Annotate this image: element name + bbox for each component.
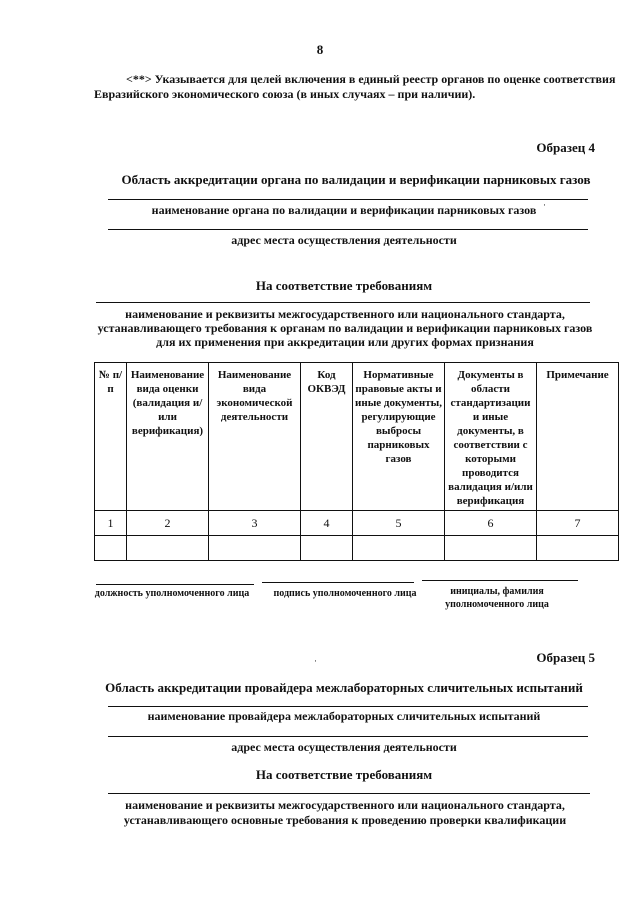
column-number-cell: 2 bbox=[127, 511, 209, 536]
signature-initials-rule bbox=[422, 580, 578, 581]
column-number-cell: 3 bbox=[209, 511, 301, 536]
footnote-line-2: Евразийского экономического союза (в иных случаях – при наличии). bbox=[94, 87, 476, 101]
column-number-cell: 7 bbox=[537, 511, 619, 536]
table-row bbox=[95, 536, 619, 561]
form4-name-caption: наименование органа по валидации и верификации парниковых газов bbox=[151, 203, 537, 217]
col-header-standard-documents: Документы в области стандартизации и иные документы, в соответствии с которыми проводится валидация и/или верификация bbox=[445, 363, 537, 511]
col-header-economic-activity: Наименование вида экономической деятельности bbox=[209, 363, 301, 511]
footnote-line-1: <**> Указывается для целей включения в единый реестр органов по оценке соответствия bbox=[126, 72, 616, 86]
sample-5-label: Образец 5 bbox=[536, 650, 595, 665]
col-header-number: № п/п bbox=[95, 363, 127, 511]
form4-standard-rule bbox=[96, 302, 590, 303]
col-header-okved-code: Код ОКВЭД bbox=[301, 363, 353, 511]
empty-cell bbox=[301, 536, 353, 561]
column-number-cell: 1 bbox=[95, 511, 127, 536]
col-header-regulatory-acts: Нормативные правовые акты и иные документы, регулирующие выбросы парниковых газов bbox=[353, 363, 445, 511]
signature-sign-caption: подпись уполномоченного лица bbox=[273, 588, 417, 599]
form5-address-rule bbox=[108, 736, 588, 737]
empty-cell bbox=[353, 536, 445, 561]
stray-mark: · bbox=[543, 200, 546, 210]
empty-cell bbox=[537, 536, 619, 561]
col-header-note: Примечание bbox=[537, 363, 619, 511]
form5-compliance-heading: На соответствие требованиям bbox=[255, 767, 433, 782]
form5-standard-caption-1: наименование и реквизиты межгосударственного или национального стандарта, bbox=[125, 798, 565, 812]
form4-standard-caption-3: для их применения при аккредитации или других формах признания bbox=[156, 335, 534, 349]
table-header-row bbox=[95, 363, 619, 511]
empty-cell bbox=[209, 536, 301, 561]
signature-initials-caption: инициалы, фамилия уполномоченного лица bbox=[445, 586, 549, 610]
form4-scope-table bbox=[94, 362, 619, 561]
column-number-cell: 4 bbox=[301, 511, 353, 536]
form4-standard-caption-2: устанавливающего требования к органам по валидации и верификации парниковых газов bbox=[97, 321, 593, 335]
signature-position-caption: должность уполномоченного лица bbox=[94, 588, 250, 599]
sample-4-label: Образец 4 bbox=[536, 140, 595, 155]
form4-standard-caption-1: наименование и реквизиты межгосударственного или национального стандарта, bbox=[125, 307, 565, 321]
column-number-cell: 6 bbox=[445, 511, 537, 536]
form4-title: Область аккредитации органа по валидации и верификации парниковых газов bbox=[121, 172, 591, 187]
form4-compliance-heading: На соответствие требованиям bbox=[255, 278, 433, 293]
signature-position-rule bbox=[96, 584, 254, 585]
column-number-cell: 5 bbox=[353, 511, 445, 536]
form4-address-caption: адрес места осуществления деятельности bbox=[231, 233, 457, 247]
form5-name-rule bbox=[108, 706, 588, 707]
empty-cell bbox=[95, 536, 127, 561]
table-row bbox=[95, 511, 619, 536]
empty-cell bbox=[445, 536, 537, 561]
signature-sign-rule bbox=[262, 582, 414, 583]
form5-name-caption: наименование провайдера межлабораторных сличительных испытаний bbox=[147, 709, 541, 723]
form4-address-rule bbox=[108, 229, 588, 230]
form5-address-caption: адрес места осуществления деятельности bbox=[231, 740, 457, 754]
col-header-assessment-type: Наименование вида оценки (валидация и/или верификация) bbox=[127, 363, 209, 511]
page-number: 8 bbox=[316, 42, 324, 57]
form5-standard-rule bbox=[108, 793, 590, 794]
empty-cell bbox=[127, 536, 209, 561]
form5-standard-caption-2: устанавливающего основные требования к проведению проверки квалификации bbox=[123, 813, 567, 827]
form4-name-rule bbox=[108, 199, 588, 200]
stray-mark: · bbox=[314, 656, 317, 666]
form5-title: Область аккредитации провайдера межлабораторных сличительных испытаний bbox=[105, 680, 583, 695]
